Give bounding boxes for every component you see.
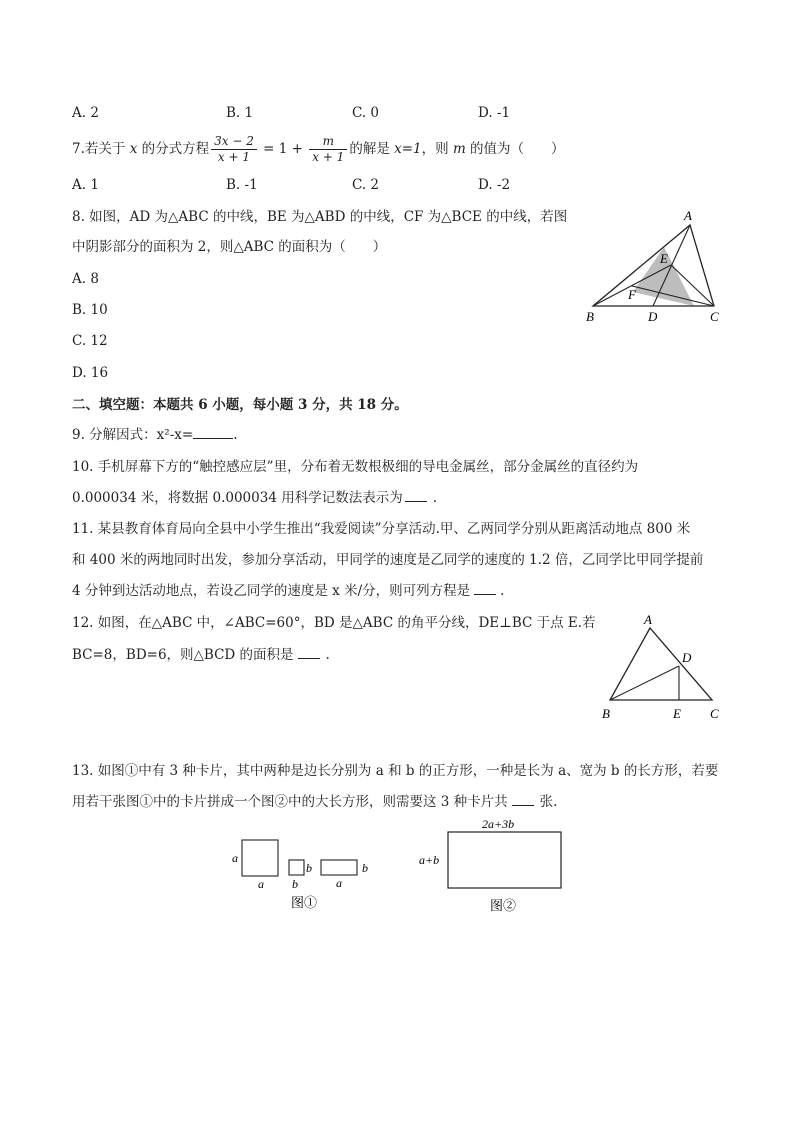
q11-answer-blank [474,582,496,595]
q10-line-1: 10. 手机屏幕下方的“触控感应层”里，分布着无数根极细的导电金属丝，部分金属丝的直径约为 [72,459,639,475]
q6-option-c: C. 0 [352,105,380,121]
q6-option-d: D. -1 [478,105,511,121]
q7-equals: = 1 + [258,141,308,157]
q7-text-post3: 的值为（ ） [465,141,565,157]
q7-text-post2: ，则 [421,141,453,157]
q13-large-rectangle [448,832,561,888]
q12-triangle-abc [610,628,712,700]
q13-line-2-wrap [72,793,557,811]
q7-option-c: C. 2 [352,177,380,193]
q7-fraction-left-denominator: x + 1 [217,150,251,164]
q11-line-3-wrap [72,582,504,600]
q13-after: 张. [539,794,558,810]
q12-bisector-bd [610,666,679,700]
q7-condition: x=1 [394,141,422,157]
q13-line-1: 13. 如图①中有 3 种卡片，其中两种是边长分别为 a 和 b 的正方形，一种是长为 a、宽为 b 的长方形，若要 [72,763,719,779]
q12-label-d: D [682,650,692,665]
q12-after: . [325,647,330,663]
q12-line-2: BC=8，BD=6，则△BCD 的面积是 [72,647,294,663]
q10-answer-blank [405,489,427,502]
q7-fraction-right [309,134,347,165]
q9-answer-blank [193,426,233,439]
q10-after: . [432,490,438,506]
q7-text-mid: 的分式方程 [137,141,210,157]
q13-fig1-caption: 图① [291,895,318,910]
q12-line-1: 12. 如图，在△ABC 中，∠ABC=60°，BD 是△ABC 的角平分线，DE⊥BC 于点 E.若 [72,615,596,631]
q10-line-2: 0.000034 米，将数据 0.000034 用科学记数法表示为 [72,490,403,506]
q13-fig1-label-a-left: a [232,851,238,865]
q12-label-b: B [602,706,610,721]
q13-fig1-label-b-right: b [306,861,312,875]
q13-fig2-label-left: a+b [419,853,440,867]
q8-label-c: C [710,309,719,324]
q12-answer-blank [298,646,320,659]
q13-line-2: 用若干张图①中的卡片拼成一个图②中的大长方形，则需要这 3 种卡片共 [72,794,508,810]
q11-after: . [500,583,505,599]
q8-option-b: B. 10 [72,302,108,318]
q10-line-2-wrap [72,489,437,507]
q13-fig1-label-a-bottom: a [258,877,264,891]
q7-number: 7. [72,141,85,157]
q7-fraction-left [211,134,257,165]
q7-fraction-left-numerator: 3x − 2 [211,134,257,150]
q7-var-x: x [129,141,138,157]
q8-line-2: 中阴影部分的面积为 2，则△ABC 的面积为（ ） [72,239,387,255]
q8-option-a: A. 8 [72,271,99,287]
q6-option-b: B. 1 [226,105,254,121]
section-2-title: 二、填空题： [72,397,153,413]
q7-option-a: A. 1 [72,177,99,193]
q12-line-2-wrap [72,646,330,664]
q7-question [72,132,565,166]
q13-fig1-label-rect-b: b [362,861,368,875]
q8-label-b: B [586,309,594,324]
q9-after: . [233,427,238,443]
section-2-heading [72,396,408,414]
q7-fraction-right-denominator: x + 1 [312,150,345,164]
q7-text-post1: 的解是 [349,141,395,157]
q13-fig1-label-b-bottom: b [292,877,298,891]
q13-fig2-caption: 图② [490,898,517,913]
q8-label-e: E [660,251,668,266]
q7-fraction-right-numerator: m [309,134,347,150]
q7-text-pre: 若关于 [84,141,130,157]
q9-text: 9. 分解因式：x²-x= [72,427,194,443]
q8-label-a: A [684,208,692,223]
q9-question [72,426,237,444]
q8-line-1: 8. 如图，AD 为△ABC 的中线，BE 为△ABD 的中线，CF 为△BCE 的中线，若图 [72,209,568,225]
q12-label-a: A [644,612,652,627]
q8-label-d: D [648,309,658,324]
q13-square-a [242,840,278,876]
q12-label-e: E [673,706,681,721]
q13-figure-2 [415,812,575,920]
q7-option-b: B. -1 [226,177,258,193]
q11-line-1: 11. 某县教育体育局向全县中小学生推出“我爱阅读”分享活动.甲、乙两同学分别从距离活动地点 800 米 [72,521,691,537]
q8-label-f: F [628,287,636,302]
q8-triangle-figure [580,205,730,325]
q13-fig2-label-top: 2a+3b [482,817,515,831]
q8-option-d: D. 16 [72,365,109,381]
section-2-subtitle: 本题共 6 小题，每小题 3 分，共 18 分。 [153,397,408,413]
q11-line-3: 4 分钟到达活动地点，若设乙同学的速度是 x 米/分，则可列方程是 [72,583,471,599]
q7-option-d: D. -2 [478,177,511,193]
q12-label-c: C [710,706,719,721]
q13-figure-1 [225,832,375,916]
q11-line-2: 和 400 米的两地同时出发，参加分享活动，甲同学的速度是乙同学的速度的 1.2 倍，乙同学比甲同学提前 [72,552,704,568]
q6-option-a: A. 2 [72,105,99,121]
q13-answer-blank [512,793,534,806]
q12-triangle-figure [598,612,728,724]
q13-square-b [289,860,304,875]
q8-option-c: C. 12 [72,333,108,349]
q7-var-m: m [452,141,466,157]
q13-rectangle-ab [321,860,357,875]
q13-fig1-label-rect-a: a [336,876,342,890]
